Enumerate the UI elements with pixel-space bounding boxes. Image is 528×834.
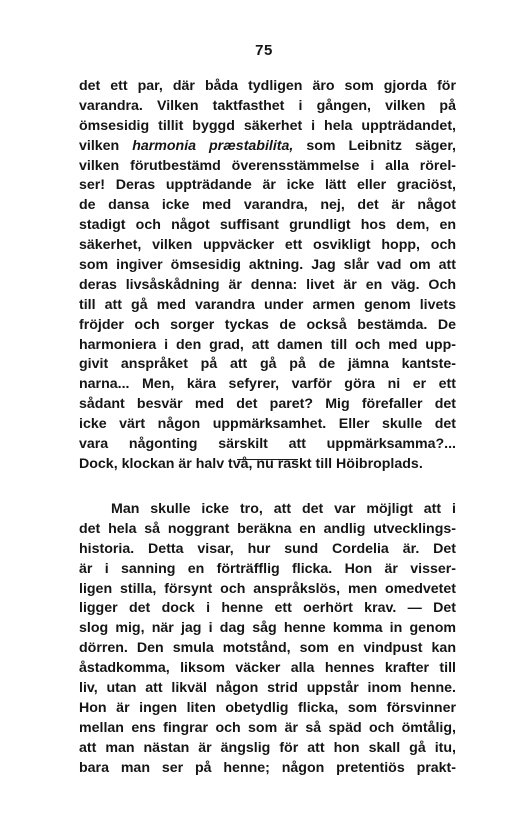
text-line: historia. Detta visar, hur sund Cordelia är. Det xyxy=(79,540,456,557)
text-line: Dock, klockan är halv två, nu raskt till Höibroplads. xyxy=(79,455,423,472)
text-line: ömsesidig tillit byggd säkerhet i hela uppträdandet, xyxy=(79,117,456,134)
text-line: icke värt någon uppmärksamhet. Eller skulle det xyxy=(79,416,456,433)
text-line: slog mig, när jag i dag såg henne komma in genom xyxy=(79,620,456,637)
text-line: liv, utan att likväl någon strid uppstår inom henne. xyxy=(79,680,456,697)
paragraph-1 xyxy=(79,77,456,475)
text-line: är i sanning en förträfflig flicka. Hon är visser- xyxy=(79,560,456,577)
text-span: som Leibnitz säger, xyxy=(293,137,457,154)
italic-phrase: harmonia præstabilita, xyxy=(132,137,294,154)
page-number: 75 xyxy=(255,42,273,59)
text-line: ligger det dock i henne ett oerhört krav. — Det xyxy=(79,600,456,617)
section-divider xyxy=(237,459,298,460)
text-line: stadigt och något suffisant grundligt hos dem, en xyxy=(79,217,456,234)
text-line: deras livsåskådning är denna: livet är en väg. Och xyxy=(79,276,456,293)
text-line: åstadkomma, liksom väcker alla hennes krafter till xyxy=(79,660,456,677)
text-line xyxy=(79,137,456,157)
text-line: harmoniera i den grad, att damen till och med upp- xyxy=(79,336,456,353)
text-line: det ett par, där båda tydligen äro som gjorda för xyxy=(79,78,456,94)
text-line: att man nästan är ängslig för att hon skall gå itu, xyxy=(79,739,456,756)
text-line: bara man ser på henne; någon pretentiös prakt- xyxy=(79,759,456,776)
text-line: de dansa icke med varandra, nej, det är något xyxy=(79,197,456,214)
text-line: Man skulle icke tro, att det var möjligt att i xyxy=(111,501,456,517)
text-span: vilken xyxy=(79,137,133,154)
text-line: ligen stilla, försynt och anspråkslös, men omedvetet xyxy=(79,580,456,597)
text-line: som ingiver ömsesidig aktning. Jag slår vad om att xyxy=(79,257,456,274)
text-line: narna... Men, kära sefyrer, varför göra ni er ett xyxy=(79,376,456,393)
text-line: ser! Deras uppträdande är icke lätt eller graciöst, xyxy=(79,177,456,194)
text-line: dörren. Den smula motstånd, som en vindpust kan xyxy=(79,640,456,657)
text-line: fröjder och sorger tyckas de också bestämda. De xyxy=(79,316,456,333)
text-line: givit anspråket på att gå på de jämna kantste- xyxy=(79,356,456,373)
text-line: det hela så noggrant beräkna en andlig utvecklings- xyxy=(79,520,456,537)
text-line: till att gå med varandra under armen genom livets xyxy=(79,296,456,313)
text-line: varandra. Vilken taktfasthet i gången, vilken på xyxy=(79,97,456,114)
text-line: Hon är ingen liten obetydlig flicka, som försvinner xyxy=(79,699,456,716)
text-line: mellan ens fingrar och som är så späd och ömtålig, xyxy=(79,719,456,736)
text-line: vara någonting särskilt att uppmärksamma?... xyxy=(79,436,456,453)
text-line: vilken förutbestämd överensstämmelse i alla rörel- xyxy=(79,157,456,174)
text-line: sådant besvär med det paret? Mig förefaller det xyxy=(79,396,456,413)
paragraph-2 xyxy=(79,500,456,778)
text-line: säkerhet, vilken uppväcker ett osvikligt hopp, och xyxy=(79,237,456,254)
